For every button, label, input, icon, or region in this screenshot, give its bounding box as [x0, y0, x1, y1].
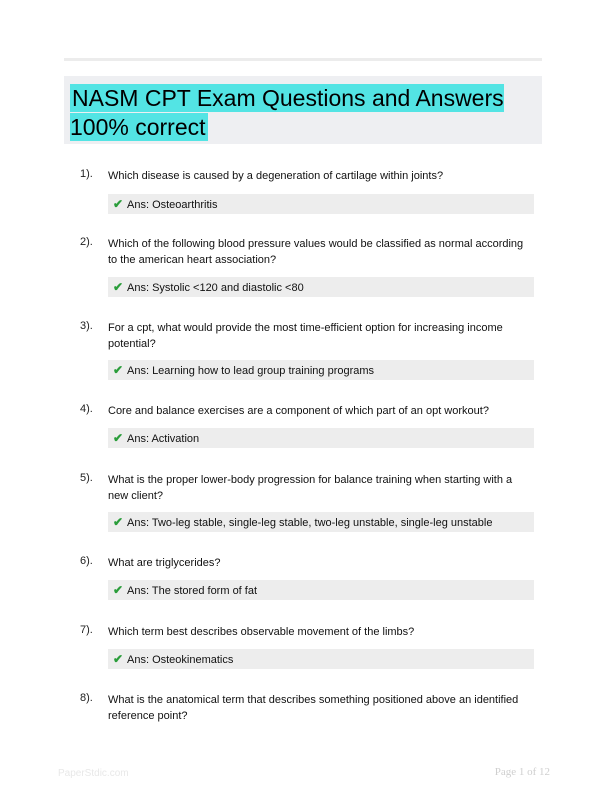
question-number: 7).	[80, 624, 93, 636]
answer-box	[108, 580, 534, 600]
answer-text: Ans: Systolic <120 and diastolic <80	[127, 282, 304, 294]
answer-text: Ans: Learning how to lead group training programs	[127, 365, 375, 377]
question-text: What is the proper lower-body progression for balance training when starting with a new client?	[108, 474, 513, 502]
question-text: What are triglycerides?	[108, 557, 221, 569]
check-icon: ✔	[113, 363, 124, 377]
answer-text: Ans: Two-leg stable, single-leg stable, two-leg unstable, single-leg unstable	[127, 517, 493, 529]
question-text: Which of the following blood pressure values would be classified as normal according to the american heart association?	[108, 238, 524, 266]
question-number: 2).	[80, 236, 93, 248]
answer-box	[108, 360, 534, 380]
question-number: 6).	[80, 555, 93, 567]
question-text: For a cpt, what would provide the most time-efficient option for increasing income potential?	[108, 322, 503, 350]
question-number: 5).	[80, 472, 93, 484]
question-text: Which term best describes observable movement of the limbs?	[108, 626, 415, 638]
question-number: 8).	[80, 692, 93, 704]
footer-site: PaperStdic.com	[58, 768, 129, 779]
question-text: What is the anatomical term that describes something positioned above an identified reference point?	[108, 694, 519, 722]
answer-box	[108, 649, 534, 669]
page-title	[70, 84, 530, 142]
check-icon: ✔	[113, 515, 124, 529]
answer-text: Ans: The stored form of fat	[127, 585, 258, 597]
question-text: Which disease is caused by a degeneration of cartilage within joints?	[108, 170, 444, 182]
question-number: 4).	[80, 403, 93, 415]
answer-text: Ans: Activation	[127, 433, 200, 445]
check-icon: ✔	[113, 280, 124, 294]
answer-text: Ans: Osteokinematics	[127, 654, 234, 666]
top-divider	[64, 58, 542, 61]
answer-box	[108, 428, 534, 448]
check-icon: ✔	[113, 431, 124, 445]
check-icon: ✔	[113, 583, 124, 597]
answer-box	[108, 277, 534, 297]
check-icon: ✔	[113, 652, 124, 666]
answer-box	[108, 194, 534, 214]
question-number: 3).	[80, 320, 93, 332]
answer-text: Ans: Osteoarthritis	[127, 199, 218, 211]
check-icon: ✔	[113, 197, 124, 211]
question-text: Core and balance exercises are a component of which part of an opt workout?	[108, 405, 489, 417]
answer-box	[108, 512, 534, 532]
question-number: 1).	[80, 168, 93, 180]
page-indicator: Page 1 of 12	[494, 766, 550, 778]
page-title-text: NASM CPT Exam Questions and Answers 100% correct	[70, 85, 504, 140]
